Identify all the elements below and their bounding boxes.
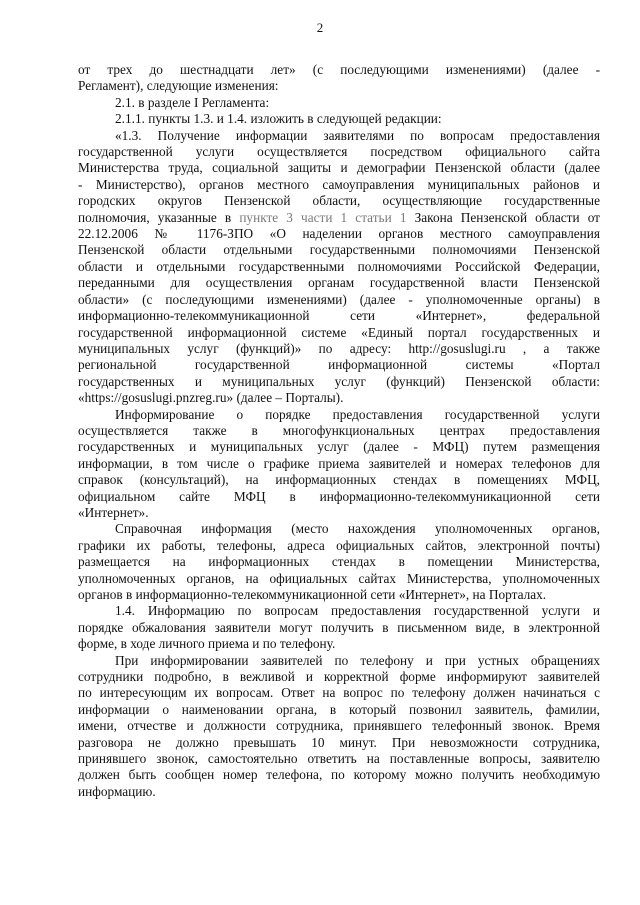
text-line: региональной государственной информационной системы «Портал — [78, 357, 600, 373]
text-line: государственной информационной системе «Единый портал государственных и — [78, 324, 600, 340]
text-line: графики их работы, телефоны, адреса официальных сайтов, электронной почты) — [78, 537, 600, 553]
text-line: государственных и муниципальных услуг (функций) Пензенской области: — [78, 373, 600, 389]
text-fragment: Закона Пензенской области от — [406, 209, 600, 225]
text-line — [78, 210, 600, 226]
text-line: Справочная информация (место нахождения уполномоченных органов, — [115, 521, 600, 537]
text-line: информацию. — [78, 783, 156, 799]
text-line: «1.3. Получение информации заявителями по вопросам предоставления — [115, 127, 600, 143]
text-line: форме, в ходе личного приема и по телефону. — [78, 636, 336, 652]
text-line: от трех до шестнадцати лет» (с последующими изменениями) (далее - — [78, 62, 600, 77]
text-line: осуществляется также в многофункциональных центрах предоставления — [78, 422, 600, 438]
text-line: размещается на информационных стендах в помещении Министерства, — [78, 554, 600, 570]
text-line: разговора не должно превышать 10 минут. При невозможности сотрудника, — [78, 734, 600, 750]
text-line: 2.1.1. пункты 1.3. и 1.4. изложить в следующей редакции: — [115, 111, 442, 127]
text-line: «https://gosuslugi.pnzreg.ru» (далее – Порталы). — [78, 390, 344, 406]
text-line: по интересующим их вопросам. Ответ на вопрос по телефону должен начинаться с — [78, 685, 600, 701]
text-line: 2.1. в разделе I Регламента: — [115, 94, 270, 110]
text-line: При информировании заявителей по телефону и при устных обращениях — [115, 652, 600, 668]
text-line: области» (с последующими изменениями) (далее - уполномоченные органы) в — [78, 291, 600, 307]
text-line: справок (консультаций), на информационных стендах в помещениях МФЦ, — [78, 472, 600, 488]
text-line: переданными для осуществления органам государственной власти Пензенской — [78, 275, 600, 291]
text-line: порядке обжалования заявители могут получить в письменном виде, в электронной — [78, 619, 600, 635]
text-line: должен быть сообщен номер телефона, по которому можно получить необходимую — [78, 767, 600, 783]
text-line: области и отдельными государственными полномочиями Российской Федерации, — [78, 258, 600, 274]
text-line: органов в информационно-телекоммуникационной сети «Интернет», на Порталах. — [78, 587, 547, 602]
text-line: Пензенской области отдельными государственными полномочиями Пензенской — [78, 242, 600, 258]
text-line: имени, отчестве и должности сотрудника, принявшего телефонный звонок. Время — [78, 718, 600, 734]
text-line: информации о наименовании органа, в который позвонил заявитель, фамилии, — [78, 701, 600, 717]
text-line: официальном сайте МФЦ в информационно-телекоммуникационной сети — [78, 488, 600, 504]
text-line: 22.12.2006 № 1176-ЗПО «О наделении органов местного самоуправления — [78, 226, 600, 242]
text-line: Информирование о порядке предоставления государственной услуги — [115, 406, 600, 422]
text-fragment: полномочия, указанные в — [78, 209, 240, 225]
text-line: уполномоченных органов, на официальных сайтах Министерства, уполномоченных — [78, 570, 600, 586]
page-number: 2 — [316, 20, 324, 35]
text-line: информационно-телекоммуникационной сети «Интернет», федеральной — [78, 308, 600, 324]
text-line: муниципальных услуг (функций)» по адресу: http://gosuslugi.ru , а также — [78, 340, 600, 356]
text-line: принявшего звонок, самостоятельно ответить на поставленные вопросы, заявителю — [78, 751, 600, 767]
text-line: городских округов Пензенской области, осуществляющие государственные — [78, 193, 600, 209]
text-line: Министерства труда, социальной защиты и демографии Пензенской области (далее — [78, 160, 600, 176]
text-line: информации, в том числе о графике приема заявителей и номерах телефонов для — [78, 455, 600, 471]
document-body — [78, 62, 600, 800]
text-line: сотрудники подробно, в вежливой и корректной форме информируют заявителей — [78, 669, 600, 685]
text-line: Регламент), следующие изменения: — [78, 78, 279, 94]
law-reference-link[interactable]: пункте 3 части 1 статьи 1 — [239, 209, 407, 225]
text-line: 1.4. Информацию по вопросам предоставления государственной услуги и — [115, 603, 600, 619]
text-line: государственной услуги осуществляется посредством официального сайта — [78, 144, 600, 160]
text-line: «Интернет». — [78, 504, 149, 520]
text-line: государственных и муниципальных услуг (далее - МФЦ) путем размещения — [78, 439, 600, 455]
text-line: - Министерство), органов местного самоуправления муниципальных районов и — [78, 176, 600, 192]
